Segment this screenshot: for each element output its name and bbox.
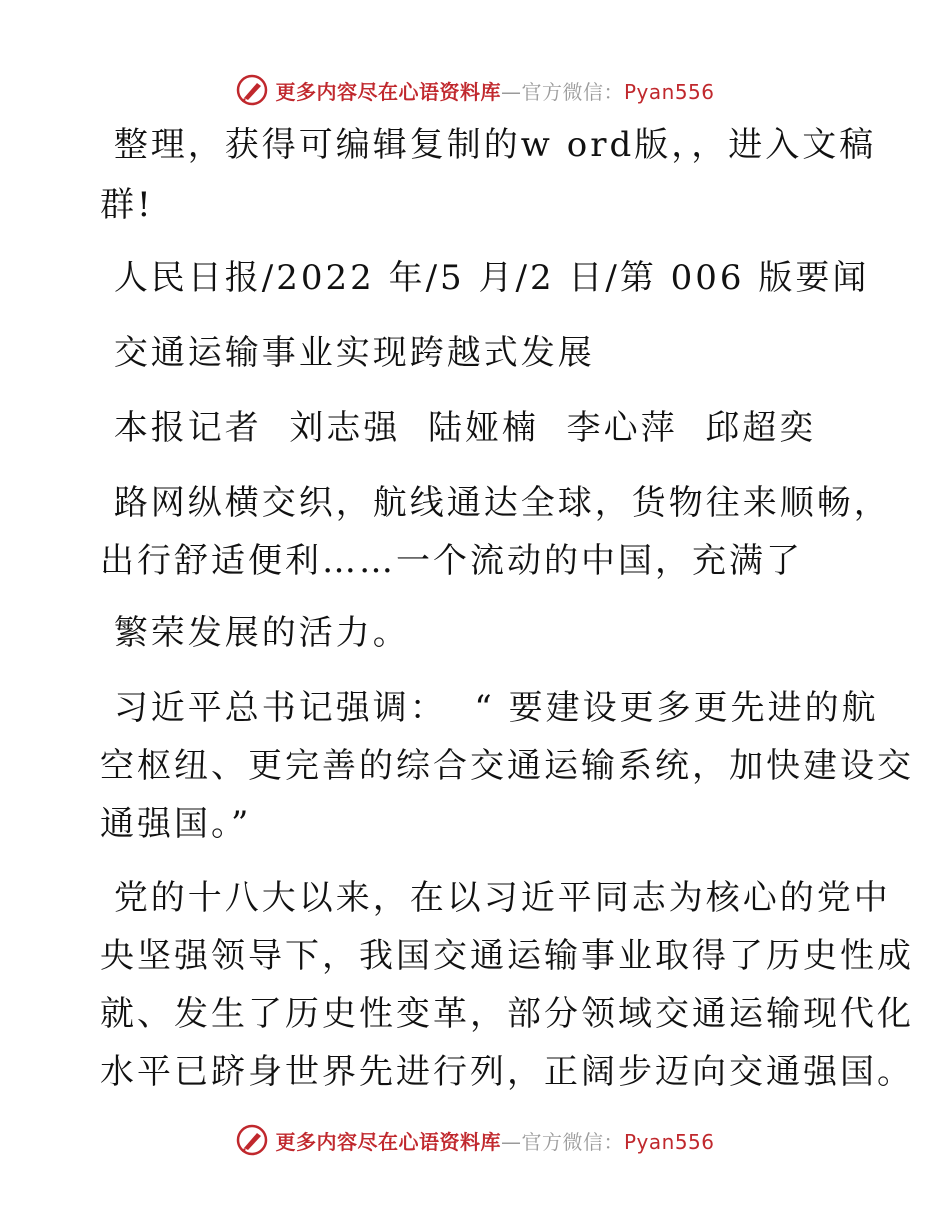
quill-pen-logo-icon	[235, 1123, 269, 1157]
quill-pen-logo-icon	[235, 73, 269, 107]
article-title: 交通运输事业实现跨越式发展	[100, 333, 595, 373]
watermark-main: 更多内容尽在心语资料库	[275, 1129, 501, 1154]
watermark-header	[0, 70, 950, 110]
watermark-footer	[0, 1120, 950, 1160]
text-line: 就、发生了历史性变革，部分领域交通运输现代化	[100, 994, 914, 1034]
byline: 本报记者 刘志强 陆娅楠 李心萍 邱超奕	[100, 408, 817, 448]
watermark-text	[275, 1126, 714, 1155]
watermark-separator: —	[500, 79, 522, 104]
text-line: 央坚强领导下，我国交通运输事业取得了历史性成	[100, 936, 914, 976]
watermark-label: 官方微信：	[521, 1129, 624, 1154]
watermark-separator: —	[500, 1129, 522, 1154]
text-line: 路网纵横交织，航线通达全球，货物往来顺畅，	[100, 483, 891, 523]
text-line: 空枢纽、更完善的综合交通运输系统，加快建设交	[100, 746, 914, 786]
text-line: 出行舒适便利……一个流动的中国，充满了	[100, 541, 803, 581]
watermark-id: Pyan556	[623, 79, 715, 104]
watermark-label: 官方微信：	[521, 79, 624, 104]
text-line: 繁荣发展的活力。	[100, 613, 410, 653]
watermark-text	[275, 76, 714, 105]
watermark-id: Pyan556	[623, 1129, 715, 1154]
text-line: 党的十八大以来，在以习近平同志为核心的党中	[100, 878, 891, 918]
text-line: 通强国。”	[100, 804, 252, 844]
text-line: 水平已跻身世界先进行列，正阔步迈向交通强国。	[100, 1052, 914, 1092]
text-line: 整理，获得可编辑复制的w ord版，，进入文稿	[100, 125, 877, 165]
watermark-main: 更多内容尽在心语资料库	[275, 79, 501, 104]
text-line: 习近平总书记强调： “ 要建设更多更先进的航	[100, 688, 879, 728]
source-line: 人民日报/2022 年/5 月/2 日/第 006 版要闻	[100, 258, 870, 298]
text-line: 群!	[100, 185, 154, 225]
